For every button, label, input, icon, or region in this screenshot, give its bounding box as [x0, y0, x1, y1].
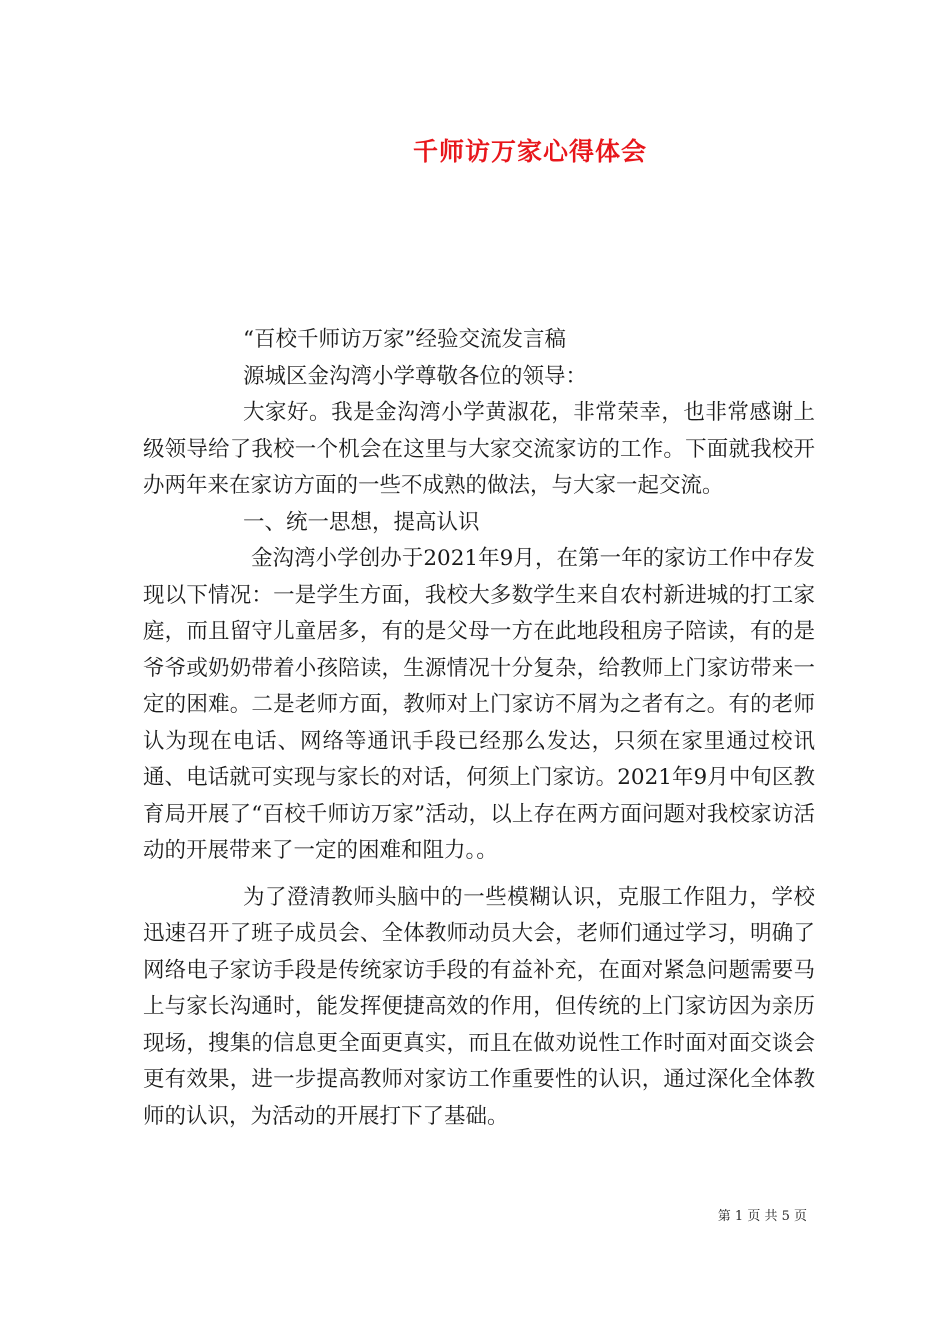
section-heading: 一、统一思想，提高认识: [243, 509, 480, 535]
document-title: 千师访万家心得体会: [412, 137, 647, 166]
document-body: [143, 322, 815, 1135]
speech-title: “百校千师访万家”经验交流发言稿: [243, 327, 566, 352]
salutation: 源城区金沟湾小学尊敬各位的领导：: [243, 363, 588, 389]
paragraph-greeting: 大家好。我是金沟湾小学黄淑花，非常荣幸，也非常感谢上级领导给了我校一个机会在这里与大家交流家访的工作。下面就我校开办两年来在家访方面的一些不成熟的做法，与大家一起交流。: [143, 400, 815, 498]
paragraph-situation: 金沟湾小学创办于2021年9月，在第一年的家访工作中存发现以下情况：一是学生方面，我校大多数学生来自农村新进城的打工家庭，而且留守儿童居多，有的是父母一方在此地段租房子陪读，有的是爷爷或奶奶带着小孩陪读，生源情况十分复杂，给教师上门家访带来一定的困难。二是老师方面，教师对上门家访不屑为之者有之。有的老师认为现在电话、网络等通讯手段已经那么发达，只须在家里通过校讯通、电话就可实现与家长的对话，何须上门家访。2021年9月中旬区教育局开展了“百校千师访万家”活动，以上存在两方面问题对我校家访活动的开展带来了一定的困难和阻力。。: [143, 546, 815, 863]
paragraph-clarify: 为了澄清教师头脑中的一些模糊认识，克服工作阻力，学校迅速召开了班子成员会、全体教师动员大会，老师们通过学习，明确了网络电子家访手段是传统家访手段的有益补充，在面对紧急问题需要马上与家长沟通时，能发挥便捷高效的作用，但传统的上门家访因为亲历现场，搜集的信息更全面更真实，而且在做劝说性工作时面对面交谈会更有效果，进一步提高教师对家访工作重要性的认识，通过深化全体教师的认识，为活动的开展打下了基础。: [143, 884, 815, 1129]
page-number: 第 1 页 共 5 页: [717, 1209, 807, 1224]
